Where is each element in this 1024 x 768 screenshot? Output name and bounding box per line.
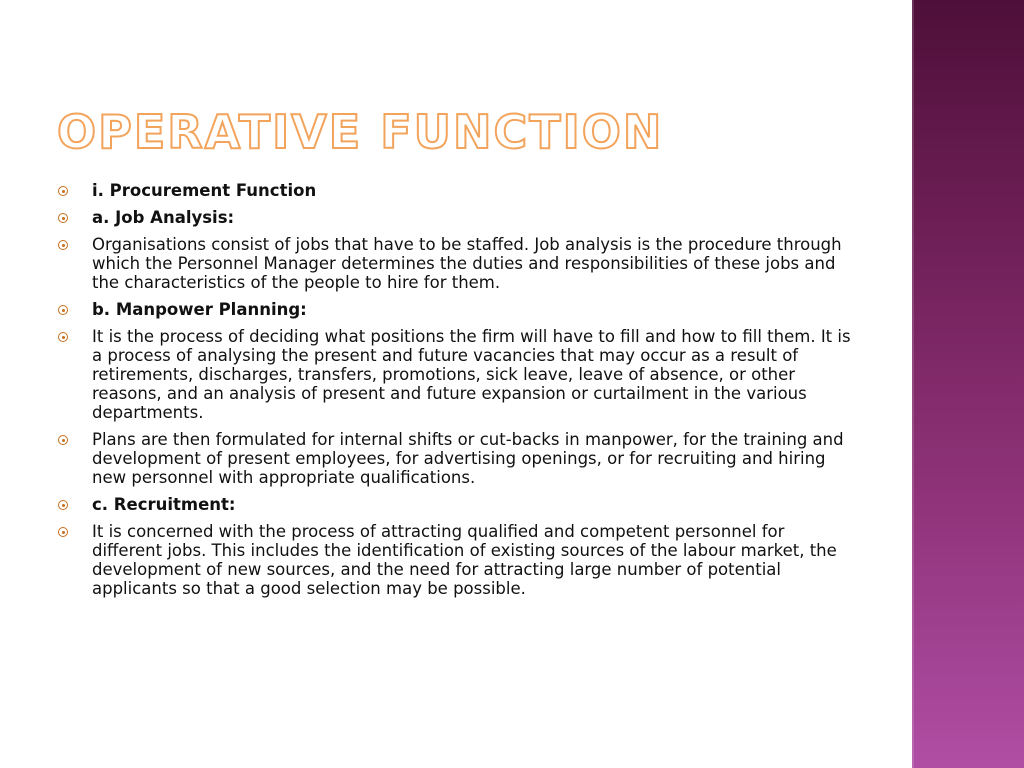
circle-bullet-icon	[58, 332, 68, 342]
circle-bullet-icon	[58, 500, 68, 510]
sidebar-edge	[912, 0, 914, 768]
bullet-text: It is concerned with the process of attracting qualified and competent personnel for different jobs. This includes the identification of existing sources of the labour market, the development of new sources, and the need for attracting large number of potential applicants so that a good selection may be possible.	[92, 522, 837, 598]
bullet-item	[58, 522, 858, 598]
circle-bullet-icon	[58, 527, 68, 537]
circle-bullet-icon	[58, 435, 68, 445]
bullet-list	[58, 181, 858, 606]
bullet-item	[58, 327, 858, 422]
circle-bullet-icon	[58, 240, 68, 250]
bullet-text: i. Procurement Function	[92, 181, 317, 200]
bullet-item	[58, 430, 858, 487]
bullet-text: It is the process of deciding what positions the firm will have to fill and how to fill them. It is a process of analysing the present and future vacancies that may occur as a result of retirements, discharges, transfers, promotions, sick leave, leave of absence, or other reasons, and an analysis of present and future expansion or curtailment in the various departments.	[92, 327, 851, 422]
circle-bullet-icon	[58, 186, 68, 196]
slide-title: OPERATIVE FUNCTION	[57, 105, 664, 159]
bullet-text: Plans are then formulated for internal shifts or cut-backs in manpower, for the training and development of present employees, for advertising openings, or for recruiting and hiring new personnel with appropriate qualifications.	[92, 430, 844, 487]
bullet-item	[58, 495, 858, 514]
bullet-text: b. Manpower Planning:	[92, 300, 307, 319]
circle-bullet-icon	[58, 305, 68, 315]
bullet-item	[58, 300, 858, 319]
bullet-text: c. Recruitment:	[92, 495, 236, 514]
bullet-text: a. Job Analysis:	[92, 208, 235, 227]
circle-bullet-icon	[58, 213, 68, 223]
bullet-item	[58, 235, 858, 292]
decorative-sidebar	[912, 0, 1024, 768]
bullet-item	[58, 181, 858, 200]
bullet-item	[58, 208, 858, 227]
bullet-text: Organisations consist of jobs that have to be staffed. Job analysis is the procedure through which the Personnel Manager determines the duties and responsibilities of these jobs and the characteristics of the people to hire for them.	[92, 235, 842, 292]
